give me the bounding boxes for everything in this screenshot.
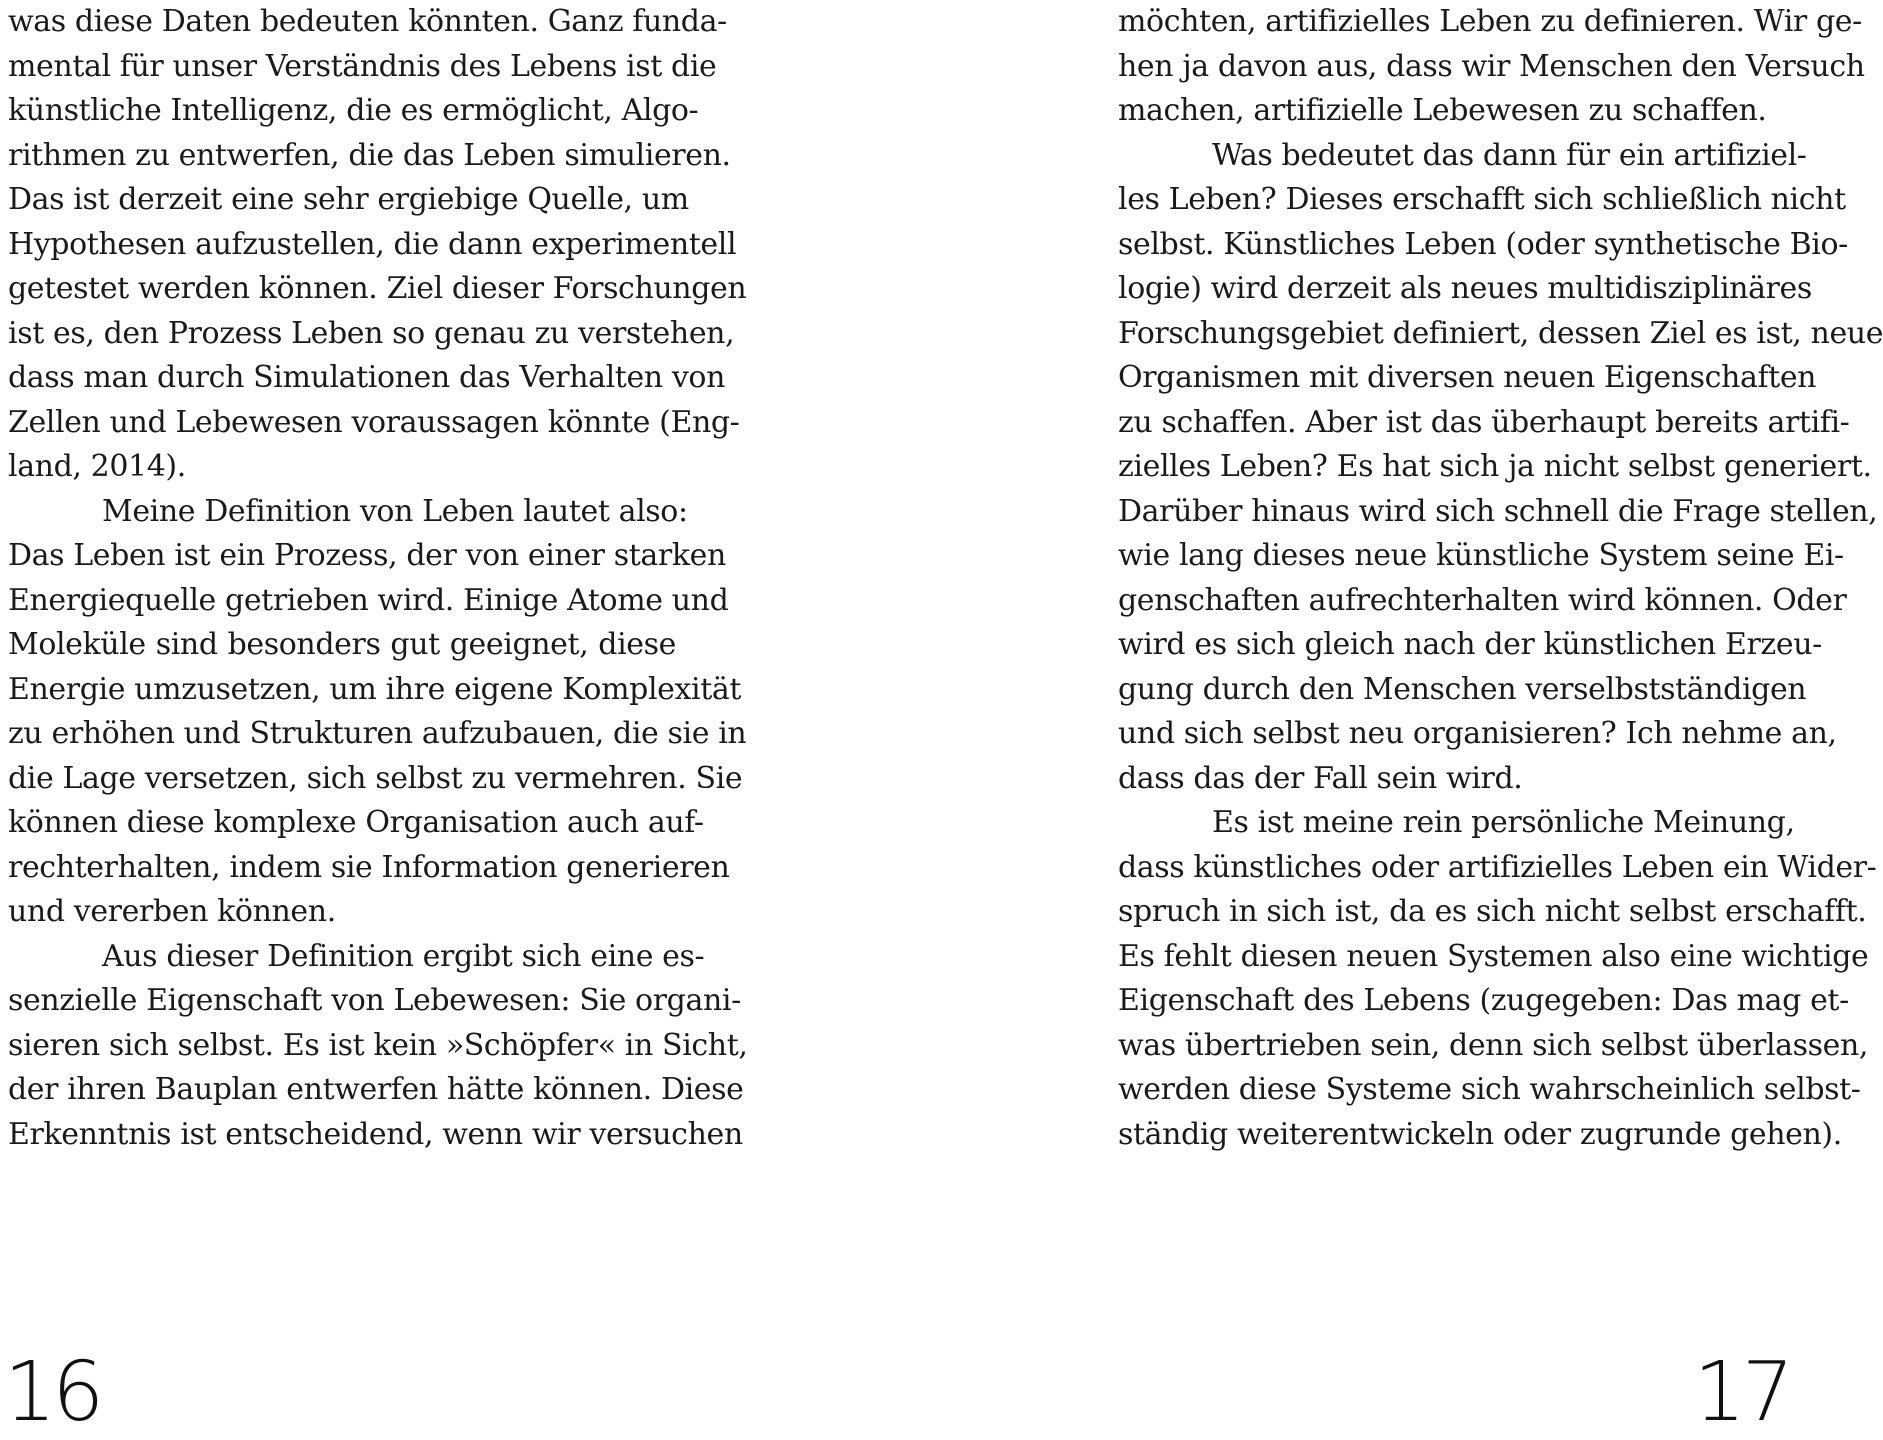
paragraph-first-line: Es ist meine rein persönliche Meinung, [1212, 805, 1795, 840]
text-line: gung durch den Menschen verselbstständigen [1118, 671, 1807, 707]
text-line: dass das der Fall sein wird. [1118, 760, 1523, 796]
text-line: spruch in sich ist, da es sich nicht selbst erschafft. [1118, 894, 1867, 929]
text-line: der ihren Bauplan entwerfen hätte können. Diese [8, 1072, 744, 1107]
text-line: sieren sich selbst. Es ist kein »Schöpfer« in Sicht, [8, 1027, 748, 1063]
text-line: Das Leben ist ein Prozess, der von einer starken [8, 538, 726, 573]
text-line: Energiequelle getrieben wird. Einige Atome und [8, 582, 729, 618]
text-line: können diese komplexe Organisation auch auf- [8, 805, 704, 840]
text-line: möchten, artifizielles Leben zu definieren. Wir ge- [1118, 4, 1862, 39]
text-line: die Lage versetzen, sich selbst zu vermehren. Sie [8, 760, 743, 796]
text-line: hen ja davon aus, dass wir Menschen den Versuch [1118, 48, 1865, 84]
text-line: Energie umzusetzen, um ihre eigene Komplexität [8, 671, 742, 707]
text-line: Eigenschaft des Lebens (zugegeben: Das mag et- [1118, 983, 1849, 1018]
text-line: selbst. Künstliches Leben (oder synthetische Bio- [1118, 226, 1848, 262]
text-line: ist es, den Prozess Leben so genau zu verstehen, [8, 315, 735, 351]
text-line: Darüber hinaus wird sich schnell die Frage stellen, [1118, 493, 1878, 529]
text-line: ständig weiterentwickeln oder zugrunde gehen). [1118, 1116, 1842, 1152]
text-line: wird es sich gleich nach der künstlichen Erzeu- [1118, 627, 1822, 662]
text-line: zu erhöhen und Strukturen aufzubauen, die sie in [8, 716, 747, 751]
text-line: was übertrieben sein, denn sich selbst überlassen, [1118, 1027, 1869, 1063]
text-line: mental für unser Verständnis des Lebens ist die [8, 48, 717, 84]
left-text-column [8, 0, 748, 1157]
left-page [0, 0, 896, 1440]
text-line: künstliche Intelligenz, die es ermöglicht, Algo- [8, 93, 699, 128]
page-number-right: 17 [1693, 1345, 1790, 1440]
text-line: zielles Leben? Es hat sich ja nicht selbst generiert. [1118, 449, 1872, 484]
text-line: Moleküle sind besonders gut geeignet, diese [8, 627, 676, 662]
text-line: logie) wird derzeit als neues multidisziplinäres [1118, 271, 1812, 306]
text-line: machen, artifizielle Lebewesen zu schaffen. [1118, 93, 1767, 128]
text-line: rithmen zu entwerfen, die das Leben simulieren. [8, 137, 731, 173]
text-line: les Leben? Dieses erschafft sich schließlich nicht [1118, 182, 1846, 217]
right-text-column [1118, 0, 1883, 1157]
text-line: wie lang dieses neue künstliche System seine Ei- [1118, 538, 1844, 573]
text-line: Forschungsgebiet definiert, dessen Ziel es ist, neue [1118, 315, 1883, 351]
right-page [896, 0, 1883, 1440]
text-line: getestet werden können. Ziel dieser Forschungen [8, 271, 747, 306]
text-line: dass künstliches oder artifizielles Leben ein Wider- [1118, 849, 1877, 885]
text-line: Es fehlt diesen neuen Systemen also eine wichtige [1118, 938, 1869, 974]
page-number-left: 16 [4, 1345, 101, 1440]
text-line: was diese Daten bedeuten könnten. Ganz funda- [8, 4, 727, 39]
text-line: Organismen mit diversen neuen Eigenschaften [1118, 360, 1817, 395]
text-line: und vererben können. [8, 894, 336, 929]
text-line: Zellen und Lebewesen voraussagen könnte (Eng- [8, 404, 740, 440]
text-line: und sich selbst neu organisieren? Ich nehme an, [1118, 716, 1837, 751]
text-line: rechterhalten, indem sie Information generieren [8, 849, 730, 885]
text-line: Das ist derzeit eine sehr ergiebige Quelle, um [8, 182, 689, 217]
text-line: werden diese Systeme sich wahrscheinlich selbst- [1118, 1072, 1861, 1107]
text-line: genschaften aufrechterhalten wird können. Oder [1118, 582, 1847, 618]
text-line: Erkenntnis ist entscheidend, wenn wir versuchen [8, 1116, 743, 1152]
text-line: land, 2014). [8, 449, 186, 484]
paragraph-first-line: Aus dieser Definition ergibt sich eine es- [102, 938, 705, 974]
text-line: senzielle Eigenschaft von Lebewesen: Sie organi- [8, 983, 741, 1018]
text-line: Hypothesen aufzustellen, die dann experimentell [8, 226, 737, 262]
paragraph-first-line: Was bedeutet das dann für ein artifiziel- [1212, 137, 1807, 173]
text-line: zu schaffen. Aber ist das überhaupt bereits artifi- [1118, 404, 1850, 440]
paragraph-first-line: Meine Definition von Leben lautet also: [102, 493, 688, 529]
text-line: dass man durch Simulationen das Verhalten von [8, 360, 726, 395]
